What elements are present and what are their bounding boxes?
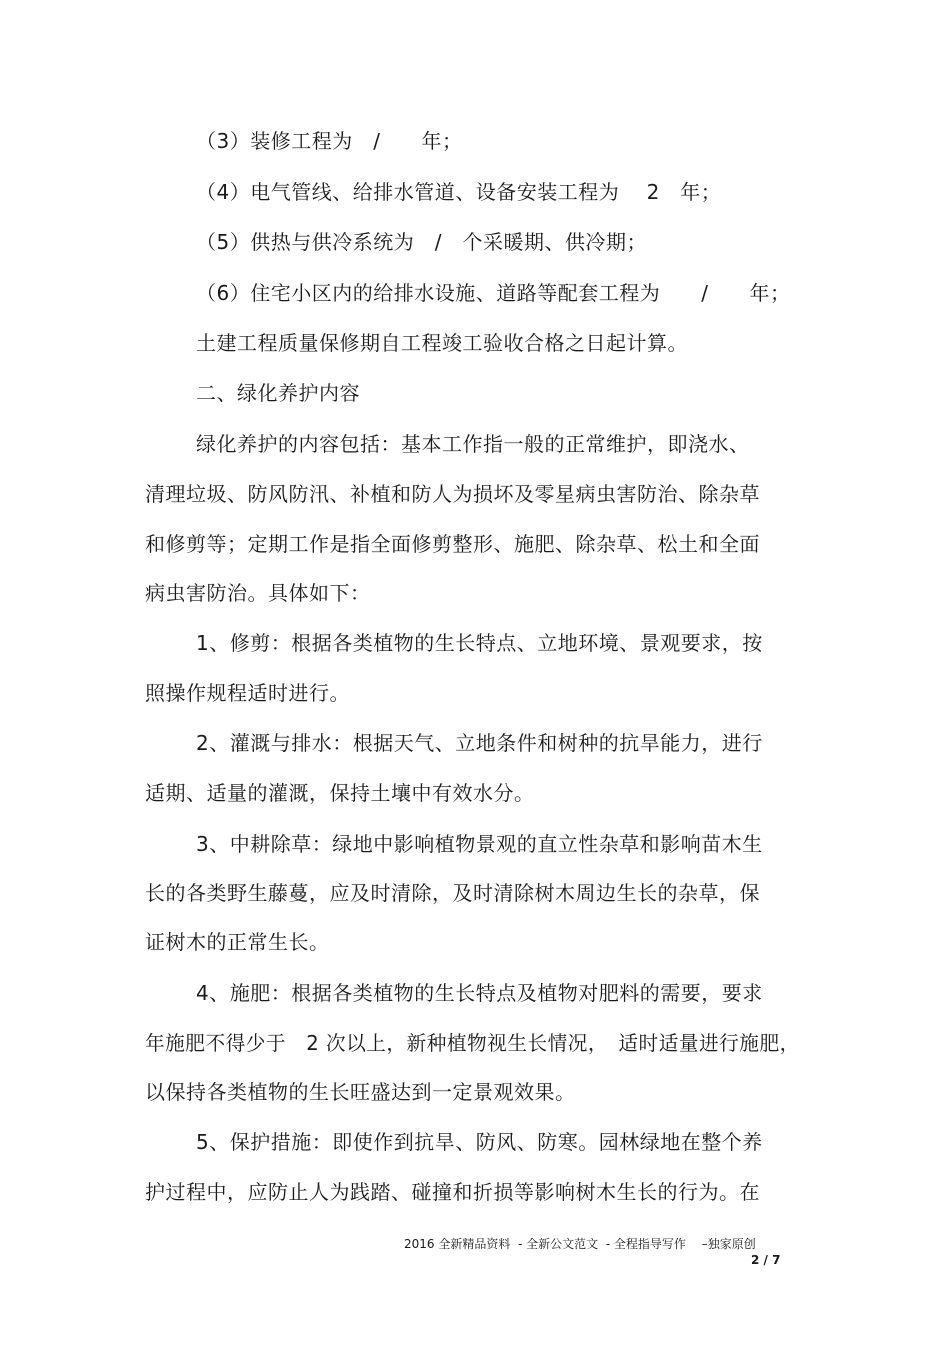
page-number: 2 / 7 [751, 1253, 781, 1267]
text-line: 长的各类野生藤蔓，应及时清除，及时清除树木周边生长的杂草，保 [145, 881, 760, 905]
text-line: 清理垃圾、防风防汛、补植和防人为损坏及零星病虫害防治、除杂草 [145, 482, 760, 506]
text-line: 5、保护措施：即使作到抗旱、防风、防寒。园林绿地在整个养 [196, 1130, 763, 1154]
text-line: 证树木的正常生长。 [145, 930, 330, 954]
text-line: 适期、适量的灌溉，保持土壤中有效水分。 [145, 781, 535, 805]
text-line: 和修剪等；定期工作是指全面修剪整形、施肥、除杂草、松土和全面 [145, 532, 760, 556]
text-line: 2、灌溉与排水：根据天气、立地条件和树种的抗旱能力，进行 [196, 731, 763, 755]
text-line: （5）供热与供冷系统为 / 个采暖期、供冷期； [196, 230, 647, 254]
text-line: 绿化养护的内容包括：基本工作指一般的正常维护，即浇水、 [196, 432, 750, 456]
text-line: （3）装修工程为 / 年； [196, 129, 463, 153]
text-line: 病虫害防治。具体如下： [145, 581, 371, 605]
text-line: 1、修剪：根据各类植物的生长特点、立地环境、景观要求，按 [196, 631, 763, 655]
text-line: 土建工程质量保修期自工程竣工验收合格之日起计算。 [196, 331, 688, 355]
text-line: 3、中耕除草：绿地中影响植物景观的直立性杂草和影响苗木生 [196, 832, 763, 856]
text-line: 护过程中，应防止人为践踏、碰撞和折损等影响树木生长的行为。在 [145, 1180, 760, 1204]
section-heading: 二、绿化养护内容 [196, 381, 360, 405]
text-line: 以保持各类植物的生长旺盛达到一定景观效果。 [145, 1080, 576, 1104]
footer-text: 2016 全新精品资料 - 全新公文范文 - 全程指导写作 –独家原创 [404, 1237, 756, 1251]
text-line: 年施肥不得少于 2 次以上，新种植物视生长情况， 适时适量进行施肥， [145, 1031, 800, 1055]
text-line: 照操作规程适时进行。 [145, 681, 350, 705]
text-line: 4、施肥：根据各类植物的生长特点及植物对肥料的需要，要求 [196, 981, 763, 1005]
text-line: （6）住宅小区内的给排水设施、道路等配套工程为 / 年； [196, 281, 791, 305]
text-line: （4）电气管线、给排水管道、设备安装工程为 2 年； [196, 180, 722, 204]
